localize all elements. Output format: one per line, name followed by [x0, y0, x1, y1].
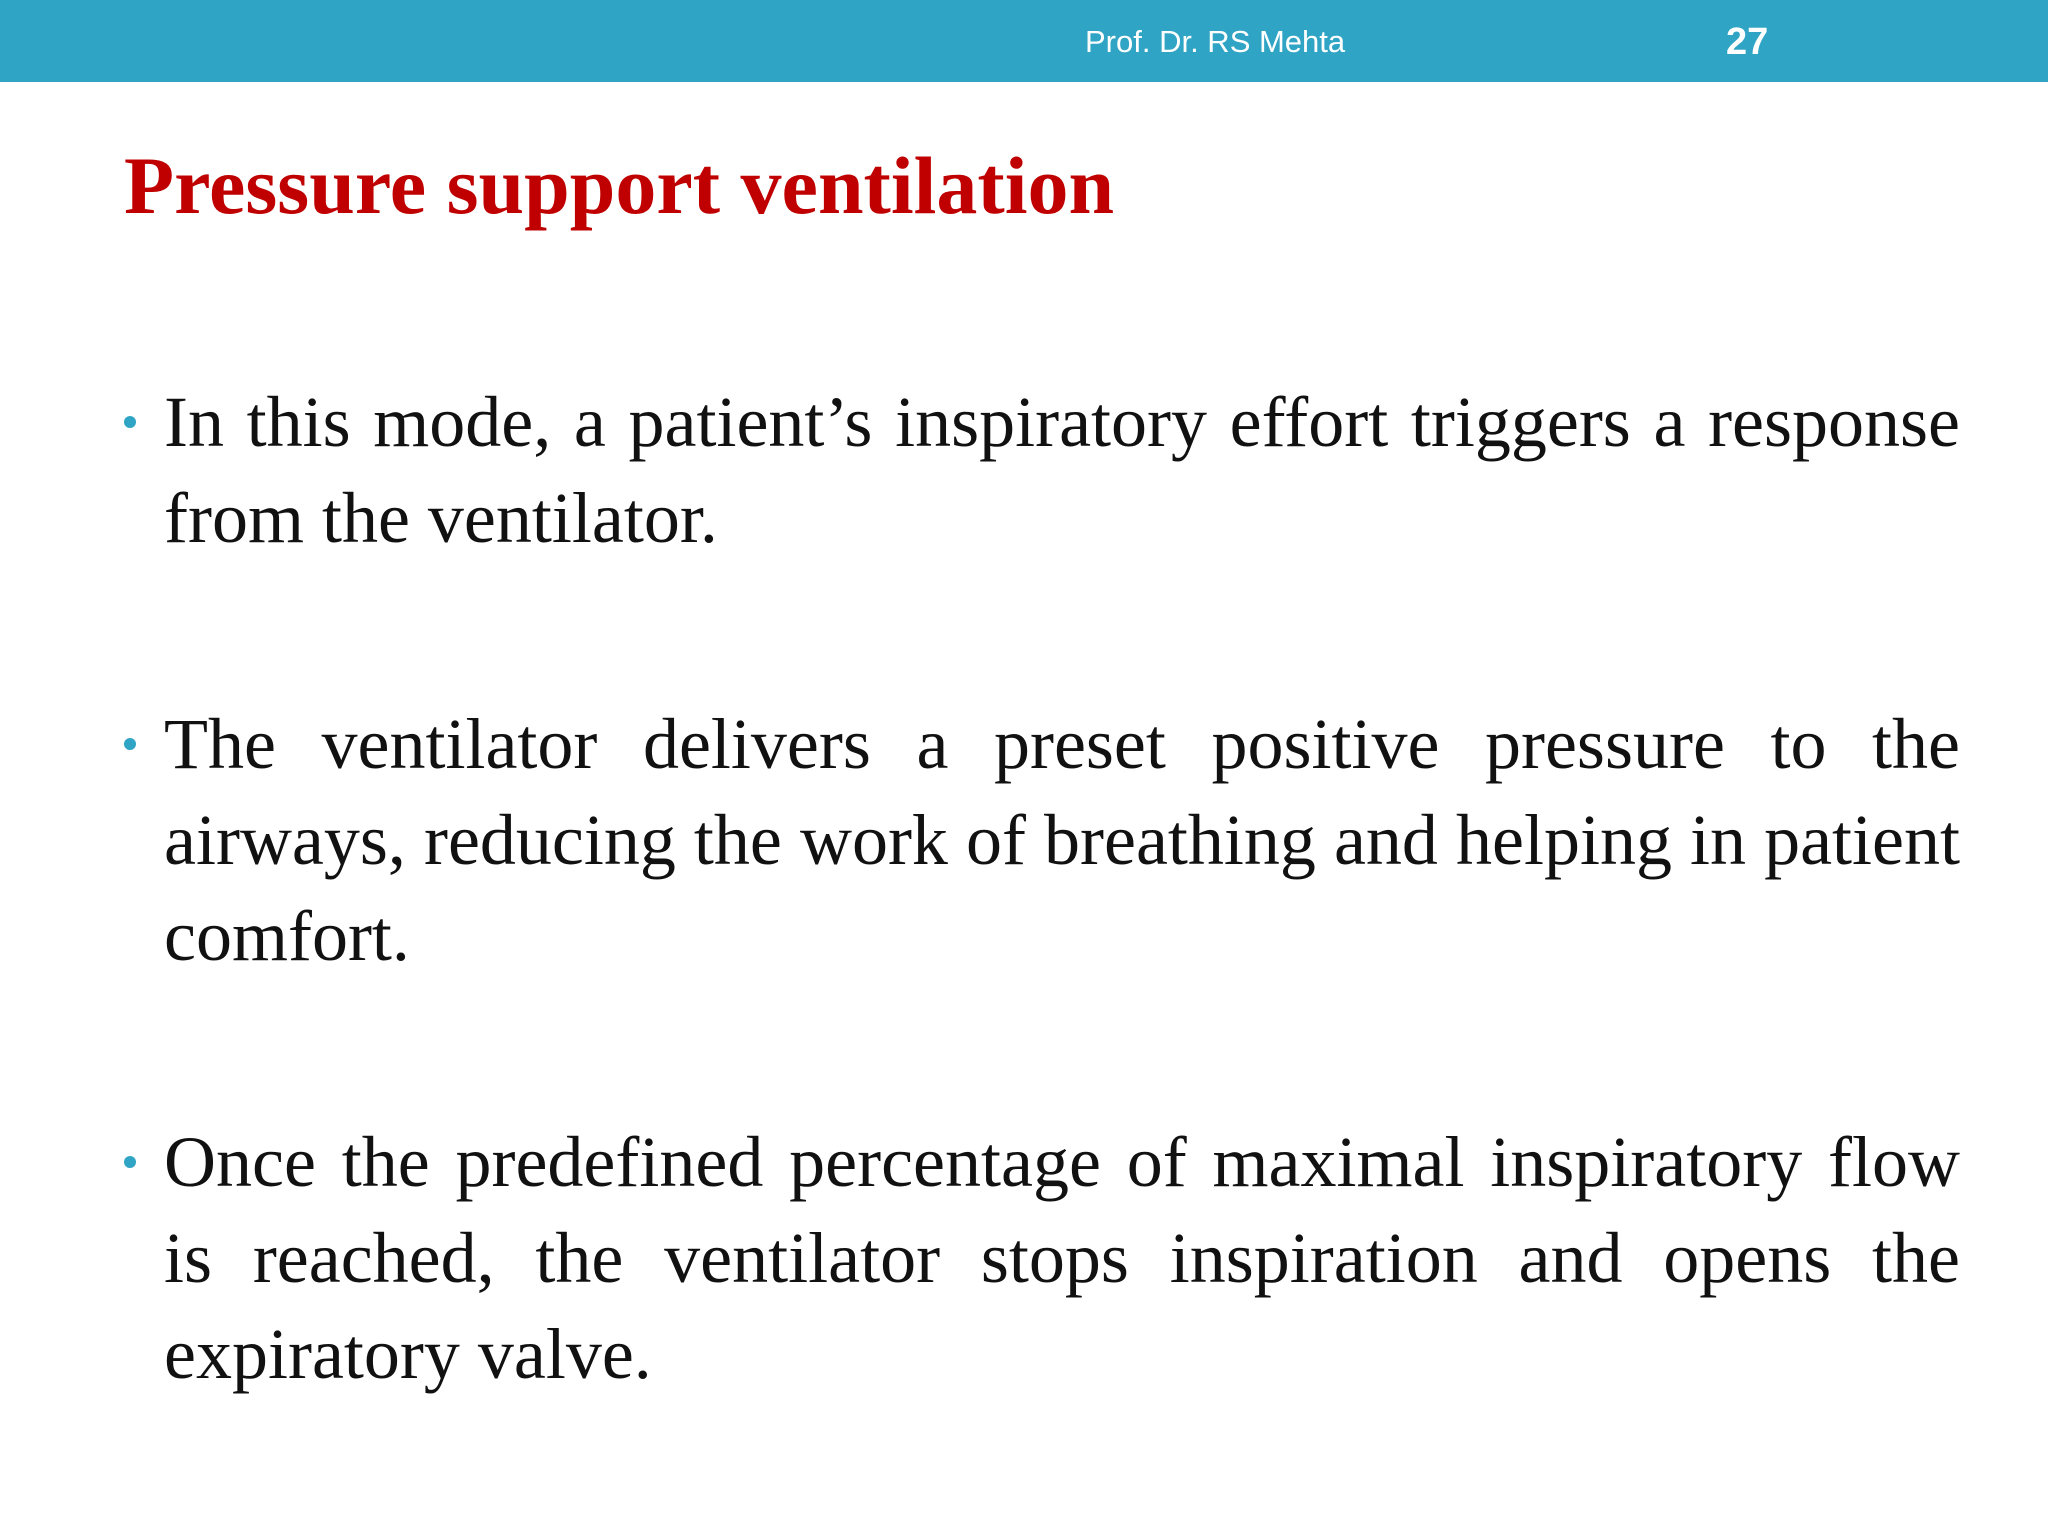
bullet-list — [124, 374, 1960, 1402]
bullet-item — [124, 696, 1960, 984]
bullet-dot-icon — [124, 1156, 136, 1168]
bullet-text: In this mode, a patient’s inspiratory effort triggers a response from the ventilator. — [164, 382, 1960, 558]
bullet-dot-icon — [124, 738, 136, 750]
header-bar — [0, 0, 2048, 82]
bullet-dot-icon — [124, 416, 136, 428]
slide-title: Pressure support ventilation — [124, 140, 1115, 231]
author-name: Prof. Dr. RS Mehta — [1085, 24, 1346, 59]
bullet-item — [124, 1114, 1960, 1402]
page-number: 27 — [1726, 21, 1769, 63]
bullet-text: The ventilator delivers a preset positive pressure to the airways, reducing the work of breathing and helping in patient comfort. — [164, 704, 1960, 976]
bullet-item — [124, 374, 1960, 566]
bullet-text: Once the predefined percentage of maximal inspiratory flow is reached, the ventilator stops inspiration and opens the expiratory valve. — [164, 1122, 1960, 1394]
